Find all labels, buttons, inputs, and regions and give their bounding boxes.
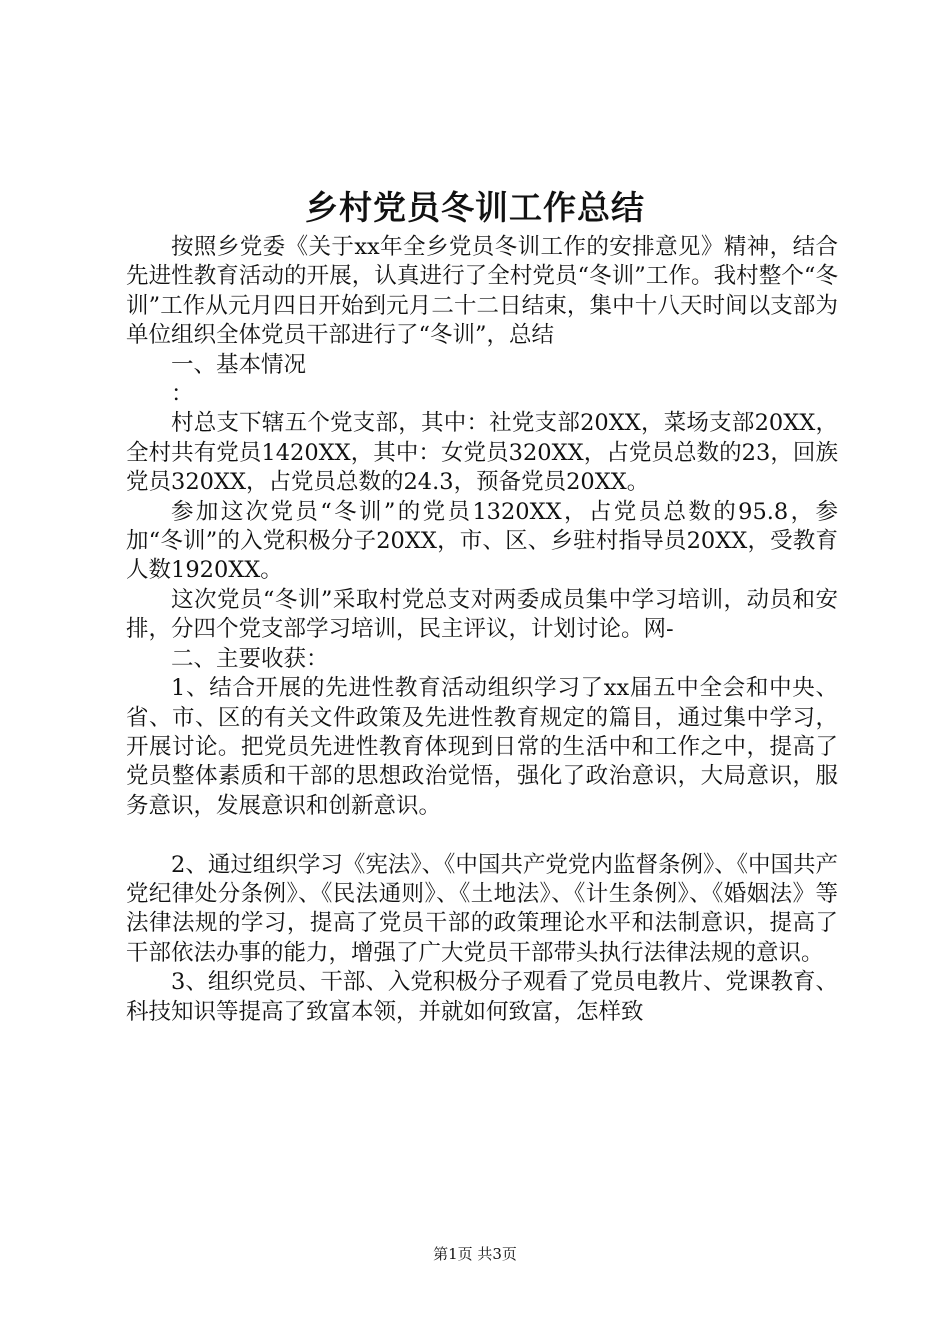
paragraph-gain-2: 2、通过组织学习《宪法》、《中国共产党党内监督条例》、《中国共产党纪律处分条例》、《民法通则》、《土地法》、《计生条例》、《婚姻法》等法律法规的学习，提高了党员干部的政策理论水平和法制意识，提高了干部依法办事的能力，增强了广大党员干部带头执行法律法规的意识。 xyxy=(126,851,838,966)
paragraph-method: 这次党员“冬训”采取村党总支对两委成员集中学习培训，动员和安排，分四个党支部学习培训，民主评议，计划讨论。网- xyxy=(126,586,838,643)
paragraph-branches: 村总支下辖五个党支部，其中：社党支部20XX，菜场支部20XX，全村共有党员1420XX，其中：女党员320XX，占党员总数的23，回族党员320XX，占党员总数的24.3，预备党员20XX。 xyxy=(126,410,838,496)
heading-main-gains: 二、主要收获： xyxy=(171,645,329,672)
paragraph-gain-1: 1、结合开展的先进性教育活动组织学习了xx届五中全会和中央、省、市、区的有关文件政策及先进性教育规定的篇目，通过集中学习，开展讨论。把党员先进性教育体现到日常的生活中和工作之中，提高了党员整体素质和干部的思想政治觉悟，强化了政治意识，大局意识，服务意识，发展意识和创新意识。 xyxy=(126,675,838,819)
paragraph-gain-3: 3、组织党员、干部、入党积极分子观看了党员电教片、党课教育、科技知识等提高了致富本领，并就如何致富，怎样致 xyxy=(126,969,838,1025)
page-number-footer: 第1页 共3页 xyxy=(433,1245,517,1263)
heading-basic-situation: 一、基本情况 xyxy=(171,351,307,378)
document-body xyxy=(126,233,838,1027)
paragraph-participants: 参加这次党员“冬训”的党员1320XX，占党员总数的95.8，参加“冬训”的入党积极分子20XX，市、区、乡驻村指导员20XX，受教育人数1920XX。 xyxy=(126,498,838,584)
paragraph-intro: 按照乡党委《关于xx年全乡党员冬训工作的安排意见》精神，结合先进性教育活动的开展，认真进行了全村党员“冬训”工作。我村整个“冬训”工作从元月四日开始到元月二十二日结束，集中十八天时间以支部为单位组织全体党员干部进行了“冬训”，总结 xyxy=(126,234,838,349)
paragraph-colon: ： xyxy=(171,381,194,408)
document-title: 乡村党员冬训工作总结 xyxy=(305,188,645,227)
